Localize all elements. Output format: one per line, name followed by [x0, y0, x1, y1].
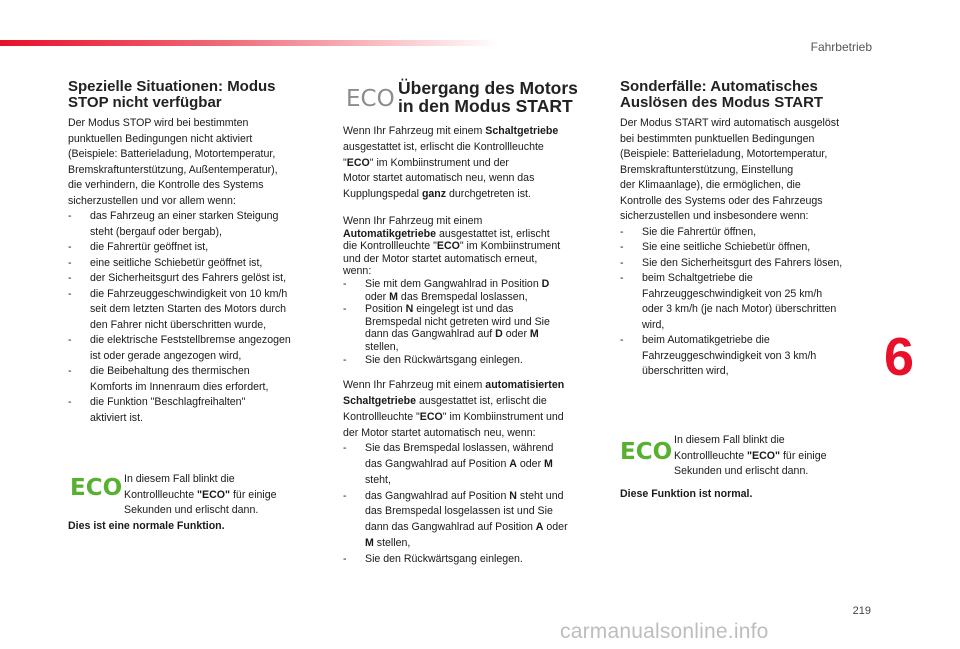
col1-intro-line: punktuellen Bedingungen nicht aktiviert [68, 132, 253, 145]
col2-title [398, 79, 578, 115]
col3-body: Der Modus START wird automatisch ausgelöst bei bestimmten punktuellen Bedingungen (Beispiele: Batterieladung, Motortemperatur, Bremskraftunterstützung, Einstellung der Klimaanlage), die ermöglichen, die Kontrolle des Systems oder des Fahrzeugs sicherzustellen und insbesondere wenn: - Sie die Fahrertür öffnen, - Sie eine seitliche Schiebetür öffnen, - Sie den Sicherheitsgurt des Fahrers lösen, - beim Schaltgetriebe die Fahrzeuggeschwindigkeit von 25 km/h oder 3 km/h (je nach Motor) überschritten wird, - beim Automatikgetriebe die Fahrzeuggeschwindigkeit von 3 km/h überschritten wird, [620, 116, 885, 380]
col1-body [68, 116, 328, 426]
list-item: - Sie den Rückwärtsgang einlegen. [343, 552, 523, 565]
list-item: - die Fahrzeuggeschwindigkeit von 10 km/h seit dem letzten Starten des Motors durch den Fahrer nicht überschritten wurde, [68, 287, 288, 331]
col1-title [68, 79, 276, 111]
list-item: - Sie den Sicherheitsgurt des Fahrers lösen, [620, 256, 843, 269]
eco-indicator-icon: ECO [70, 475, 123, 501]
col3-title [620, 79, 823, 111]
col1-intro-line: Der Modus STOP wird bei bestimmten [68, 117, 249, 129]
col2-body: Wenn Ihr Fahrzeug mit einem Schaltgetriebe ausgestattet ist, erlischt die Kontrollleuchte "ECO" im Kombiinstrument und der Motor startet automatisch neu, wenn das Kupplungspedal ganz durchgetreten ist. Wenn Ihr Fahrzeug mit einem Automatikgetriebe ausgestattet ist, erlischt die Kontrollleuchte "ECO" im Kombiinstrument und der Motor startet automatisch erneut, wenn: - Sie mit dem Gangwahlrad in Position D oder M das Bremspedal loslassen, - Position N eingelegt ist und das Bremspedal nicht getreten wird und Sie dann das Gangwahlrad auf D oder M stellen, - Sie den Rückwärtsgang einlegen. Wenn Ihr Fahrzeug mit einem automatisierten Schaltgetriebe ausgestattet ist, erlischt die Kontrollleuchte "ECO" im Kombiinstrument und der Motor startet automatisch neu, wenn: - Sie das Bremspedal loslassen, während das Gangwahlrad auf Position A oder M steht, - das Gangwahlrad auf Position N steht und das Bremspedal losgelassen ist und Sie dann das Gangwahlrad auf Position A oder M stellen, - Sie den Rückwärtsgang einlegen. [343, 124, 603, 568]
col3-title-line1: Sonderfälle: Automatisches [620, 78, 818, 95]
list-item: - Position N eingelegt ist und das Bremspedal nicht getreten wird und Sie dann das Gangwahlrad auf D oder M stellen, [343, 303, 550, 353]
list-item: - Sie mit dem Gangwahlrad in Position D oder M das Bremspedal loslassen, [343, 277, 550, 303]
list-item: - Sie die Fahrertür öffnen, [620, 225, 757, 238]
section-title: Fahrbetrieb [810, 40, 872, 54]
list-item: - die Funktion "Beschlagfreihalten" aktiviert ist. [68, 396, 246, 424]
col2-title-line2: in den Modus START [398, 96, 573, 116]
page-number: 219 [852, 605, 871, 617]
watermark: carmanualsonline.info [560, 620, 769, 643]
list-item: - das Gangwahlrad auf Position N steht und das Bremspedal losgelassen ist und Sie dann das Gangwahlrad auf Position A oder M stellen, [343, 489, 568, 550]
list-item: - beim Schaltgetriebe die Fahrzeuggeschwindigkeit von 25 km/h oder 3 km/h (je nach Motor) überschritten wird, [620, 272, 837, 331]
col3-note: In diesem Fall blinkt die Kontrollleuchte "ECO" für einige Sekunden und erlischt dann. [674, 434, 827, 477]
col1-conclusion: Dies ist eine normale Funktion. [68, 520, 225, 532]
eco-indicator-icon: ECO [620, 439, 673, 465]
list-item: - Sie den Rückwärtsgang einlegen. [343, 353, 523, 366]
list-item: - die elektrische Feststellbremse angezogen ist oder gerade angezogen wird, [68, 334, 291, 362]
col2-title-line1: Übergang des Motors [398, 78, 578, 98]
col1-note: In diesem Fall blinkt die Kontrollleuchte "ECO" für einige Sekunden und erlischt dann. [124, 473, 277, 516]
list-item: - der Sicherheitsgurt des Fahrers gelöst ist, [68, 272, 287, 284]
list-item: - beim Automatikgetriebe die Fahrzeuggeschwindigkeit von 3 km/h überschritten wird, [620, 334, 817, 377]
list-item: - die Fahrertür geöffnet ist, [68, 241, 209, 253]
list-item: - die Beibehaltung des thermischen Komforts im Innenraum dies erfordert, [68, 365, 269, 393]
col3-conclusion: Diese Funktion ist normal. [620, 488, 753, 500]
list-item: - Sie eine seitliche Schiebetür öffnen, [620, 241, 811, 253]
col3-title-line2: Auslösen des Modus START [620, 94, 824, 111]
col1-intro-line: (Beispiele: Batterieladung, Motortemperatur, [68, 148, 276, 160]
chapter-number: 6 [884, 327, 915, 387]
col1-intro-line: sicherzustellen und vor allem wenn: [68, 194, 236, 207]
list-item: - Sie das Bremspedal loslassen, während das Gangwahlrad auf Position A oder M steht, [343, 442, 554, 486]
list-item: - das Fahrzeug an einer starken Steigung steht (bergauf oder bergab), [68, 210, 279, 238]
header-accent-bar [0, 40, 500, 46]
col1-title-line2: STOP nicht verfügbar [68, 94, 222, 111]
eco-heading-icon: ECO [346, 86, 395, 112]
col1-title-line1: Spezielle Situationen: Modus [68, 78, 276, 95]
col1-intro-line: die verhindern, die Kontrolle des Systems [68, 179, 264, 191]
col1-intro-line: Bremskraftunterstützung, Außentemperatur), [68, 163, 278, 176]
list-item: - eine seitliche Schiebetür geöffnet ist, [68, 256, 263, 269]
